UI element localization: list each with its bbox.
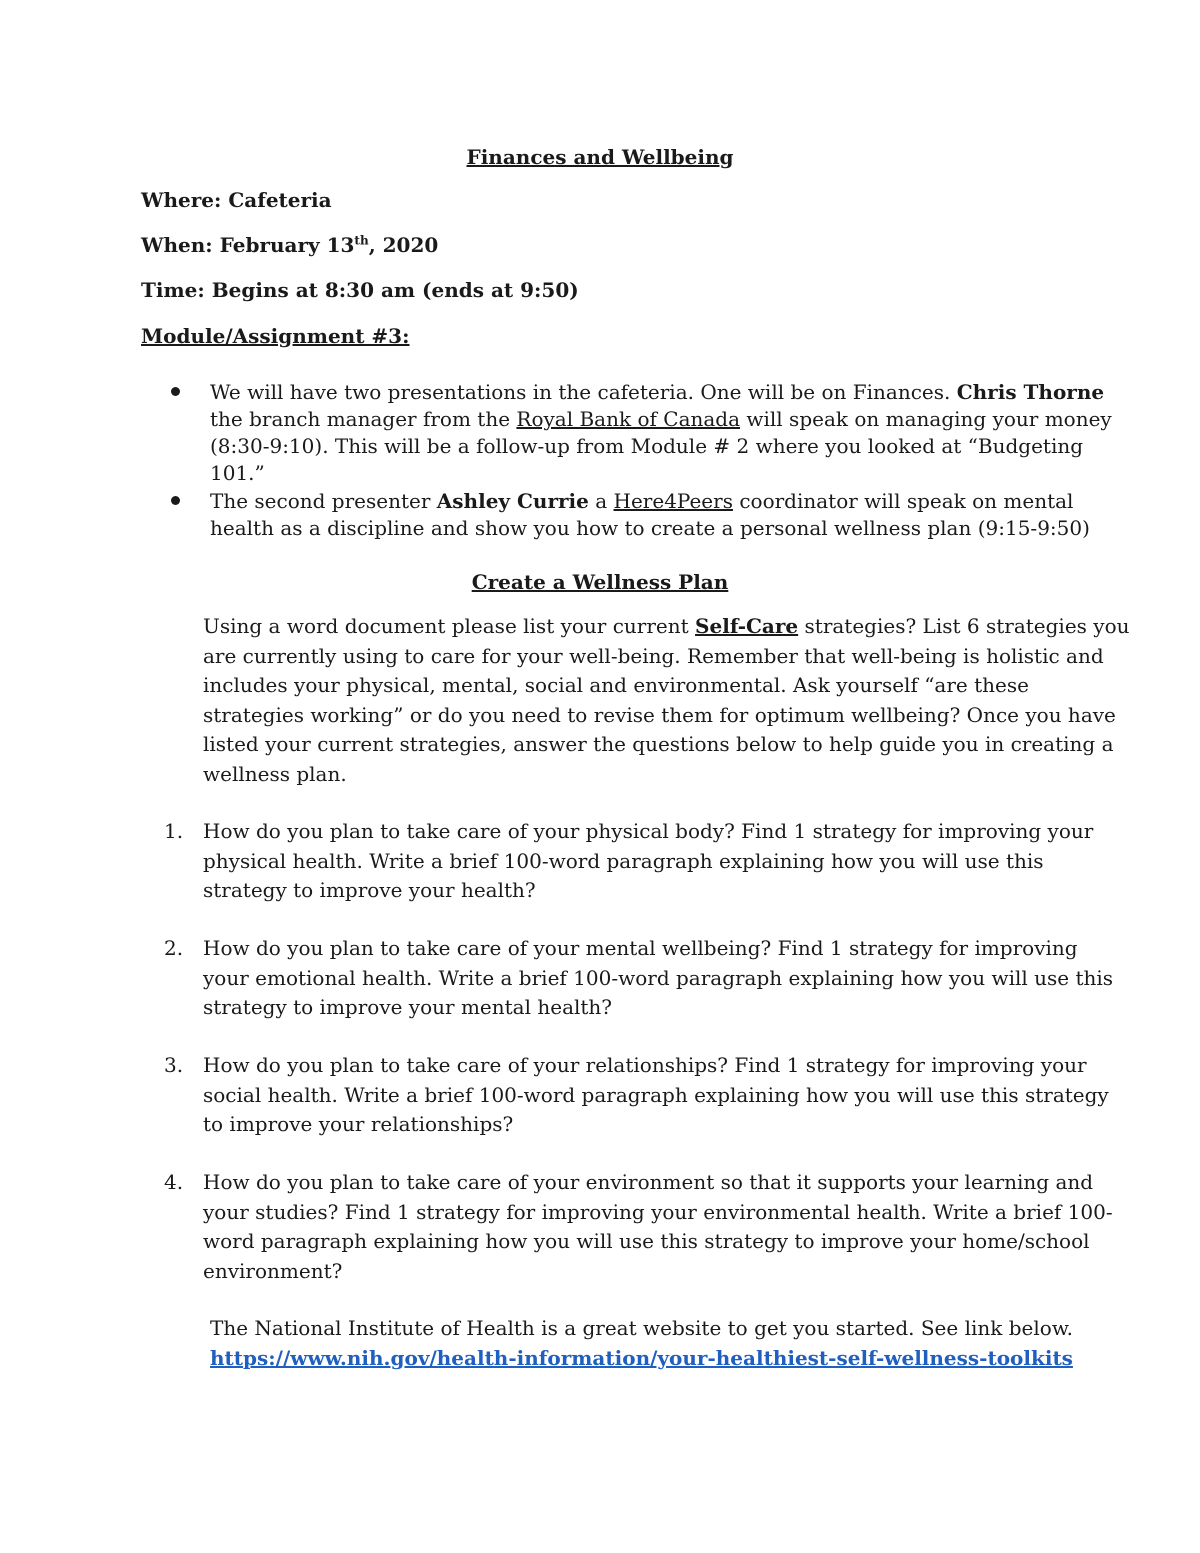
document-title: Finances and Wellbeing: [466, 145, 734, 169]
nih-toolkit-link[interactable]: https://www.nih.gov/health-information/your-healthiest-self-wellness-toolkits: [210, 1346, 1073, 1370]
bullet2-text: coordinator will speak on mental: [732, 489, 1074, 513]
bullet1-line4: 101.”: [210, 461, 265, 485]
when-line: [141, 231, 438, 259]
question-line: How do you plan to take care of your relationships? Find 1 strategy for improving your: [203, 1053, 1087, 1077]
bullet2-text: a: [588, 489, 614, 513]
presenter-name-chris: Chris Thorne: [956, 380, 1105, 404]
bullet2-line1: [210, 487, 1073, 515]
royal-bank-link[interactable]: Royal Bank of Canada: [516, 407, 741, 431]
question-number: 3.: [164, 1053, 184, 1077]
footer-text: The National Institute of Health is a great website to get you started. See link below.: [210, 1316, 1073, 1340]
bullet1-text: will speak on managing your money: [740, 407, 1112, 431]
question-number: 4.: [164, 1170, 184, 1194]
here4peers-link[interactable]: Here4Peers: [613, 489, 733, 513]
intro-text: strategies? List 6 strategies you: [798, 614, 1130, 638]
question-line: physical health. Write a brief 100-word paragraph explaining how you will use this: [203, 849, 1044, 873]
question-line: word paragraph explaining how you will use this strategy to improve your home/school: [203, 1229, 1090, 1253]
intro-text: Using a word document please list your current: [203, 614, 696, 638]
where-line: Where: Cafeteria: [141, 188, 332, 212]
when-date: When: February 13: [141, 233, 355, 257]
intro-line1: [203, 612, 1130, 642]
module-heading: Module/Assignment #3:: [141, 324, 410, 348]
when-year: , 2020: [368, 233, 439, 257]
intro-line4: strategies working” or do you need to revise them for optimum wellbeing? Once you have: [203, 703, 1116, 727]
question-line: How do you plan to take care of your environment so that it supports your learning and: [203, 1170, 1094, 1194]
question-line: environment?: [203, 1259, 343, 1283]
question-line: strategy to improve your mental health?: [203, 995, 613, 1019]
intro-line5: listed your current strategies, answer the questions below to help guide you in creating a: [203, 732, 1114, 756]
bullet1-text: We will have two presentations in the cafeteria. One will be on Finances.: [210, 380, 957, 404]
bullet-icon: [171, 496, 180, 505]
bullet2-line2: health as a discipline and show you how to create a personal wellness plan (9:15-9:50): [210, 516, 1090, 540]
bullet1-line3: (8:30-9:10). This will be a follow-up from Module # 2 where you looked at “Budgeting: [210, 434, 1084, 458]
bullet1-text: the branch manager from the: [210, 407, 517, 431]
bullet2-text: The second presenter: [210, 489, 437, 513]
presenter-name-ashley: Ashley Currie: [436, 489, 589, 513]
question-number: 2.: [164, 936, 184, 960]
intro-line6: wellness plan.: [203, 762, 347, 786]
when-ordinal: th: [354, 233, 369, 248]
question-line: to improve your relationships?: [203, 1112, 514, 1136]
bullet1-line1: [210, 378, 1104, 406]
self-care-term: Self-Care: [695, 614, 799, 638]
question-line: How do you plan to take care of your physical body? Find 1 strategy for improving your: [203, 819, 1094, 843]
question-number: 1.: [164, 819, 184, 843]
question-line: How do you plan to take care of your mental wellbeing? Find 1 strategy for improving: [203, 936, 1078, 960]
intro-line2: are currently using to care for your well-being. Remember that well-being is holistic and: [203, 644, 1104, 668]
question-line: your studies? Find 1 strategy for improving your environmental health. Write a brief 100-: [203, 1200, 1113, 1224]
question-line: social health. Write a brief 100-word paragraph explaining how you will use this strategy: [203, 1083, 1109, 1107]
time-line: Time: Begins at 8:30 am (ends at 9:50): [141, 278, 579, 302]
intro-line3: includes your physical, mental, social and environmental. Ask yourself “are these: [203, 673, 1029, 697]
section-heading: Create a Wellness Plan: [471, 570, 729, 594]
question-line: strategy to improve your health?: [203, 878, 536, 902]
bullet-icon: [171, 387, 180, 396]
bullet1-line2: [210, 405, 1112, 433]
question-line: your emotional health. Write a brief 100-word paragraph explaining how you will use this: [203, 966, 1114, 990]
